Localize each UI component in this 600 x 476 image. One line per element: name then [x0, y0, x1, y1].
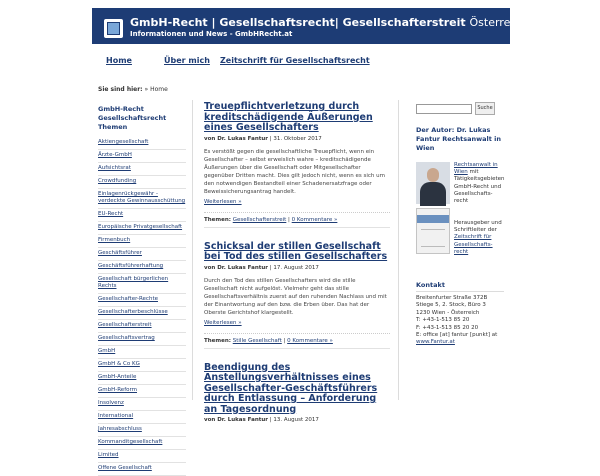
- search-input[interactable]: [416, 104, 472, 114]
- contact-heading: Kontakt: [416, 281, 445, 289]
- sidebar-category-link[interactable]: GmbH & Co KG: [98, 359, 186, 372]
- sidebar-category-link[interactable]: Aktiengesellschaft: [98, 137, 186, 150]
- column-divider-right: [398, 100, 399, 400]
- nav-ueber-mich[interactable]: Über mich: [164, 56, 210, 65]
- author-lawyer-link[interactable]: Rechtsanwalt in Wien: [454, 162, 498, 176]
- contact-address-street: Breitenfurter Straße 372B: [416, 295, 488, 301]
- read-more-link[interactable]: Weiterlesen »: [204, 319, 242, 326]
- site-logo[interactable]: [104, 19, 123, 38]
- post-2: [204, 242, 390, 349]
- main-content: [204, 102, 390, 423]
- contact-divider: [416, 291, 504, 292]
- page-container: [92, 8, 527, 471]
- tag-link[interactable]: Stille Gesellschaft: [232, 337, 282, 344]
- nav-home[interactable]: Home: [106, 56, 132, 65]
- breadcrumb: [98, 86, 168, 93]
- site-description: Informationen und News - GmbHRecht.at: [130, 30, 293, 38]
- post-author: von Dr. Lukas Fantur: [204, 264, 268, 271]
- publisher-text: Herausgeber und Schriftleiter der: [454, 220, 502, 234]
- post-meta: von Dr. Lukas Fantur | 17. August 2017: [204, 264, 319, 271]
- author-text: mit Tätigkeitsgebieten GmbH-Recht und Gesellschafts-recht: [454, 169, 505, 205]
- breadcrumb-path: » Home: [142, 86, 168, 93]
- sidebar-category-link[interactable]: Geschäftsführer: [98, 248, 186, 261]
- contact-website-link[interactable]: www.Fantur.at: [416, 339, 455, 346]
- post-1: [204, 102, 390, 228]
- site-header: [92, 8, 527, 44]
- site-title[interactable]: [130, 16, 526, 29]
- sidebar-category-link[interactable]: Gesellschafter-Rechte: [98, 294, 186, 307]
- sidebar-category-link[interactable]: Gesellschafterstreit: [98, 320, 186, 333]
- sidebar-category-link[interactable]: GmbH-Anteile: [98, 372, 186, 385]
- comments-link[interactable]: 0 Kommentare »: [287, 337, 333, 344]
- sidebar-category-link[interactable]: GmbH-Reform: [98, 385, 186, 398]
- sidebar-category-link[interactable]: GmbH: [98, 346, 186, 359]
- sidebar-category-link[interactable]: Insolvenz: [98, 398, 186, 411]
- author-heading: Der Autor: Dr. Lukas Fantur Rechtsanwalt in Wien: [416, 126, 502, 152]
- read-more-link[interactable]: Weiterlesen »: [204, 198, 242, 205]
- category-list: [98, 137, 186, 476]
- main-navigation: [92, 44, 510, 78]
- publisher-description: [454, 220, 506, 256]
- site-title-country: Österreich: [469, 16, 527, 29]
- author-description: [454, 162, 506, 205]
- contact-email: E: office [at] fantur [punkt] at: [416, 332, 498, 339]
- contact-phone: T: +43-1-513 85 20: [416, 317, 470, 324]
- sidebar-category-link[interactable]: EU-Recht: [98, 209, 186, 222]
- journal-link[interactable]: Zeitschrift für Gesellschafts-recht: [454, 234, 493, 255]
- sidebar-category-link[interactable]: Aufsichtsrat: [98, 163, 186, 176]
- post-tags: Themen: Stille Gesellschaft | 0 Kommentare »: [204, 333, 390, 349]
- sidebar-category-link[interactable]: Gesellschaft bürgerlichen Rechts: [98, 274, 186, 294]
- post-date: 13. August 2017: [273, 417, 319, 423]
- column-divider-left: [192, 100, 193, 400]
- post-excerpt: Es verstößt gegen die gesellschaftliche Treuepflicht, wenn ein Gesellschafter – selbst erweislich wahre – kreditschädigende Äußerungen über die Gesellschaft oder Mitgesellschafter gegenüber Dritten macht. Dies gilt jedoch nicht, wenn es sich um den notwendigen Bestandteil einer Schadenersatzfrage oder Beweissicherungsantrag handelt.: [204, 148, 385, 195]
- post-date: 31. Oktober 2017: [273, 135, 322, 142]
- post-meta: von Dr. Lukas Fantur | 31. Oktober 2017: [204, 135, 322, 142]
- post-tags: Themen: Gesellschafterstreit | 0 Kommentare »: [204, 212, 390, 228]
- post-meta: von Dr. Lukas Fantur | 13. August 2017: [204, 417, 319, 423]
- contact-address-stair: Stiege 5, 2. Stock, Büro 3: [416, 302, 486, 309]
- post-3: [204, 363, 390, 424]
- sidebar-category-link[interactable]: Europäische Privatgesellschaft: [98, 222, 186, 235]
- sidebar-categories: [98, 105, 186, 476]
- comments-link[interactable]: 0 Kommentare »: [291, 216, 338, 223]
- contact-fax: F: +43-1-513 85 20 20: [416, 324, 479, 331]
- nav-zeitschrift[interactable]: Zeitschrift für Gesellschaftsrecht: [220, 56, 370, 65]
- breadcrumb-prefix: Sie sind hier:: [98, 86, 143, 93]
- tags-label: Themen:: [204, 337, 231, 344]
- sidebar-category-link[interactable]: Geschäftsführerhaftung: [98, 261, 186, 274]
- sidebar-category-link[interactable]: Firmenbuch: [98, 235, 186, 248]
- logo-mark-icon: [107, 22, 120, 35]
- sidebar-category-link[interactable]: Jahresabschluss: [98, 424, 186, 437]
- sidebar-category-link[interactable]: Kommanditgesellschaft: [98, 437, 186, 450]
- post-title[interactable]: Treuepflichtverletzung durch kreditschädigende Äußerungen eines Gesellschafters: [204, 101, 373, 133]
- tag-link[interactable]: Gesellschafterstreit: [232, 216, 287, 223]
- post-author: von Dr. Lukas Fantur: [204, 417, 268, 423]
- tags-label: Themen:: [204, 216, 231, 223]
- post-title[interactable]: Schicksal der stillen Gesellschaft bei Tod des stillen Gesellschafters: [204, 240, 388, 262]
- sidebar-category-link[interactable]: Gesellschaftsvertrag: [98, 333, 186, 346]
- post-author: von Dr. Lukas Fantur: [204, 135, 268, 142]
- journal-cover-image[interactable]: [416, 208, 450, 254]
- sidebar-category-link[interactable]: Limited: [98, 450, 186, 463]
- sidebar-category-link[interactable]: International: [98, 411, 186, 424]
- sidebar-category-link[interactable]: Einlagenrückgewähr - verdeckte Gewinnausschüttung: [98, 189, 186, 209]
- sidebar-category-link[interactable]: Gesellschafterbeschlüsse: [98, 307, 186, 320]
- post-excerpt: Durch den Tod des stillen Gesellschafters wird die stille Gesellschaft nicht aufgelöst. Vielmehr geht das stille Gesellschaftsverhältnis zuerst auf den ruhenden Nachlass und mit der Einantwortung auf den bzw. die Erben über. Das hat der Oberste Gerichtshof klargestellt.: [204, 277, 387, 316]
- contact-details: [416, 295, 506, 347]
- categories-heading: GmbH-Recht Gesellschaftsrecht Themen: [98, 105, 167, 131]
- sidebar-category-link[interactable]: Crowdfunding: [98, 176, 186, 189]
- author-photo[interactable]: [416, 162, 450, 204]
- sidebar-category-link[interactable]: Offene Gesellschaft: [98, 463, 186, 476]
- post-date: 17. August 2017: [273, 264, 319, 271]
- contact-address-city: 1230 Wien - Österreich: [416, 309, 480, 316]
- sidebar-category-link[interactable]: Ärzte-GmbH: [98, 150, 186, 163]
- site-title-text: GmbH-Recht | Gesellschaftsrecht| Gesellschafterstreit: [130, 16, 466, 29]
- search-button[interactable]: Suche: [475, 102, 495, 115]
- post-title[interactable]: Beendigung des Anstellungsverhältnisses eines Gesellschafter-Geschäftsführers durch Entlassung – Anforderung an Tagesordnung: [204, 361, 378, 415]
